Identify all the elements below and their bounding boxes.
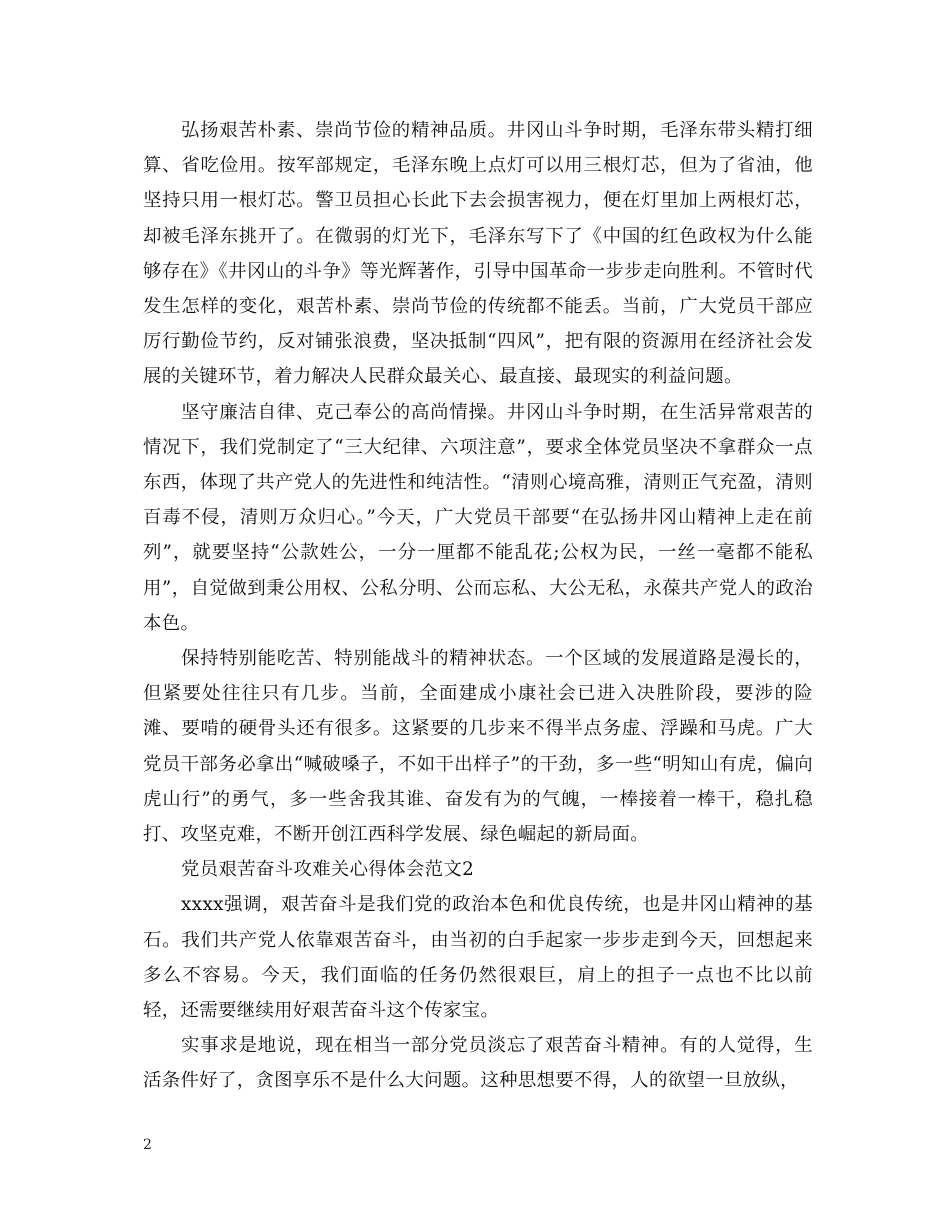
paragraph-frugality: 弘扬艰苦朴素、崇尚节俭的精神品质。井冈山斗争时期，毛泽东带头精打细算、省吃俭用。按军部规定，毛泽东晚上点灯可以用三根灯芯，但为了省油，他坚持只用一根灯芯。警卫员担心长此下去会损害视力，便在灯里加上两根灯芯，却被毛泽东挑开了。在微弱的灯光下，毛泽东写下了《中国的红色政权为什么能够存在》《井冈山的斗争》等光辉著作，引导中国革命一步步走向胜利。不管时代发生怎样的变化，艰苦朴素、崇尚节俭的传统都不能丢。当前，广大党员干部应厉行勤俭节约，反对铺张浪费，坚决抵制“四风”，把有限的资源用在经济社会发展的关键环节，着力解决人民群众最关心、最直接、最现实的利益问题。 xyxy=(143,120,813,388)
paragraph-fighting-spirit: 保持特别能吃苦、特别能战斗的精神状态。一个区域的发展道路是漫长的，但紧要处往往只有几步。当前，全面建成小康社会已进入决胜阶段，要涉的险滩、要啃的硬骨头还有很多。这紧要的几步来不得半点务虚、浮躁和马虎。广大党员干部务必拿出“喊破嗓子，不如干出样子”的干劲，多一些“明知山有虎，偏向虎山行”的勇气，多一些舍我其谁、奋发有为的气魄，一棒接着一棒干，稳扎稳打、攻坚克难，不断开创江西科学发展、绿色崛起的新局面。 xyxy=(143,648,813,846)
page-number: 2 xyxy=(143,1137,152,1153)
paragraph-integrity: 坚守廉洁自律、克己奉公的高尚情操。井冈山斗争时期，在生活异常艰苦的情况下，我们党制定了“三大纪律、六项注意”，要求全体党员坚决不拿群众一点东西，体现了共产党人的先进性和纯洁性。“清则心境高雅，清则正气充盈，清则百毒不侵，清则万众归心。”今天，广大党员干部要“在弘扬井冈山精神上走在前列”，就要坚持“公款姓公，一分一厘都不能乱花;公权为民，一丝一毫都不能私用”，自觉做到秉公用权、公私分明、公而忘私、大公无私，永葆共产党人的政治本色。 xyxy=(143,401,813,634)
section-heading: 党员艰苦奋斗攻难关心得体会范文2 xyxy=(181,859,475,881)
paragraph-hard-struggle: xxxx强调，艰苦奋斗是我们党的政治本色和优良传统，也是井冈山精神的基石。我们共产党人依靠艰苦奋斗，由当初的白手起家一步步走到今天，回想起来多么不容易。今天，我们面临的任务仍然很艰巨，肩上的担子一点也不比以前轻，还需要继续用好艰苦奋斗这个传家宝。 xyxy=(143,894,813,1022)
document-body xyxy=(143,113,813,1099)
paragraph-reality: 实事求是地说，现在相当一部分党员淡忘了艰苦奋斗精神。有的人觉得，生活条件好了，贪图享乐不是什么大问题。这种思想要不得，人的欲望一旦放纵， xyxy=(143,1035,813,1092)
